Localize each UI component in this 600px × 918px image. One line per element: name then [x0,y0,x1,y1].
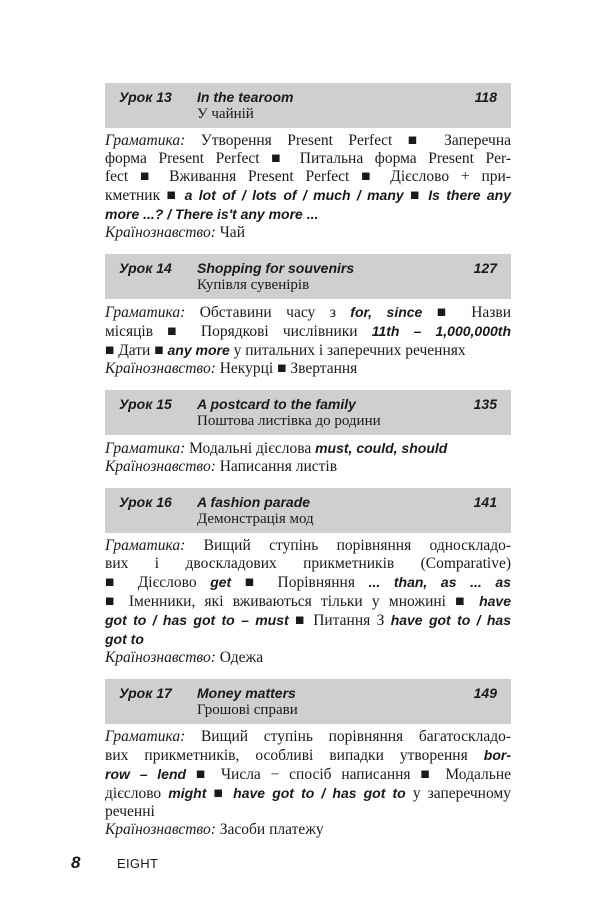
table-of-contents [105,83,511,851]
lesson-header [105,254,511,299]
culture-label: Країнознавство: [105,821,216,838]
page-number: 8 [71,853,81,872]
lesson-title-uk: Грошові справи [197,702,298,718]
grammar-line [105,537,511,555]
english-term: have got to / has got to [233,785,406,801]
grammar-line [105,186,511,205]
english-term: any more [167,342,230,358]
english-term: Is there any [428,187,511,203]
grammar-text: fect ■ Вживання Present Perfect ■ Дієслово + при- [105,168,511,185]
grammar-line [105,592,511,611]
lesson-number: Урок 15 [119,396,172,412]
english-term: must, could, should [315,440,448,456]
lesson-title-en: Shopping for souvenirs [197,260,355,276]
grammar-line [105,555,511,573]
lesson-header [105,679,511,724]
grammar-label: Граматика: [105,304,186,321]
grammar-label: Граматика: [105,132,186,149]
english-term: more ...? / There is't any more ... [105,206,319,222]
lesson-header [105,390,511,435]
grammar-text: Модальні дієслова [189,440,316,457]
grammar-text: ■ Іменники, які вживаються тільки у множині ■ [105,593,480,610]
lesson-title-uk: Купівля сувенірів [197,277,310,293]
english-term: bor- [483,747,511,763]
grammar-line [105,322,511,341]
grammar-text: кметник ■ [105,187,185,204]
lesson-header [105,488,511,533]
culture-line [105,360,511,378]
grammar-line [105,168,511,186]
grammar-text: вих і двоскладових прикметників (Comparative) [105,555,511,572]
grammar-label: Граматика: [105,728,186,745]
lesson-title-uk: Поштова листівка до родини [197,413,381,429]
grammar-line [105,611,511,630]
grammar-line [105,303,511,322]
grammar-line [105,205,511,224]
lesson-description [105,728,511,839]
grammar-text: ■ [206,785,234,802]
page-number-word: EIGHT [117,856,159,871]
lesson-page: 149 [473,685,497,701]
grammar-text: реченні [105,803,155,820]
grammar-text: форма Present Perfect ■ Питальна форма Present Per- [105,150,511,167]
culture-label: Країнознавство: [105,649,216,666]
culture-label: Країнознавство: [105,458,216,475]
english-term: for, since [350,304,423,320]
lesson-number: Урок 17 [119,685,172,701]
grammar-text: ■ Дати ■ [105,342,168,359]
grammar-line [105,803,511,821]
grammar-text: Вищий ступінь порівняння односкладо- [203,537,511,554]
lesson-title-en: Money matters [197,685,296,701]
english-term: get [210,574,232,590]
english-term: got to [105,631,144,647]
grammar-line [105,573,511,592]
culture-label: Країнознавство: [105,360,216,377]
grammar-line [105,341,511,360]
grammar-line [105,132,511,150]
lesson-description [105,132,511,242]
culture-text: Чай [219,224,245,241]
grammar-text: ■ Числа − спосіб написання ■ Модальне [186,766,511,783]
grammar-line [105,439,511,458]
grammar-text: вих прикметників, особливі випадки утворення [105,747,484,764]
lesson-description [105,303,511,378]
grammar-text: ■ Питання З [288,612,391,629]
grammar-text: у питальних і заперечних реченнях [229,342,466,359]
english-term: ... than, as ... as [368,574,511,590]
grammar-text: Утворення Present Perfect ■ Заперечна [200,132,511,149]
lesson-title-en: In the tearoom [197,89,294,105]
grammar-label: Граматика: [105,537,186,554]
grammar-text: дієслово [105,785,169,802]
culture-text: Засоби платежу [219,821,324,838]
english-term: a lot of / lots of / much / many [184,187,404,203]
culture-line [105,821,511,839]
english-term: have got to / has [390,612,512,628]
culture-line [105,224,511,242]
grammar-text: Вищий ступінь порівняння багатоскладо- [200,728,512,745]
grammar-text: ■ Назви [422,304,511,321]
grammar-text: ■ [403,187,429,204]
grammar-text: у заперечному [405,785,511,802]
english-term: got to / has got to – must [105,612,289,628]
lesson-page: 118 [474,89,497,105]
english-term: have [479,593,511,609]
culture-text: Некурці ■ Звертання [219,360,358,377]
culture-line [105,458,511,476]
grammar-text: ■ Дієслово [105,574,211,591]
lesson-page: 135 [473,396,497,412]
grammar-line [105,150,511,168]
grammar-line [105,784,511,803]
lesson-description [105,537,511,667]
culture-text: Написання листів [219,458,338,475]
grammar-line [105,746,511,765]
lesson-title-uk: У чайній [197,106,254,122]
grammar-text: Обставини часу з [199,304,351,321]
grammar-text: місяців ■ Порядкові числівники [105,323,372,340]
lesson-number: Урок 16 [119,494,172,510]
lesson-number: Урок 14 [119,260,172,276]
lesson-title-en: A fashion parade [197,494,311,510]
lesson-description [105,439,511,476]
culture-text: Одежа [219,649,264,666]
lesson-title-uk: Демонстрація мод [197,511,314,527]
culture-line [105,649,511,667]
grammar-line [105,765,511,784]
grammar-label: Граматика: [105,440,186,457]
lesson-page: 141 [473,494,497,510]
grammar-line [105,728,511,746]
grammar-line [105,630,511,649]
lesson-number: Урок 13 [119,89,172,105]
culture-label: Країнознавство: [105,224,216,241]
english-term: might [168,785,207,801]
grammar-text: ■ Порівняння [231,574,369,591]
english-term: 11th – 1,000,000th [371,323,511,339]
lesson-header [105,83,511,128]
lesson-page: 127 [473,260,497,276]
lesson-title-en: A postcard to the family [197,396,356,412]
english-term: row – lend [105,766,187,782]
